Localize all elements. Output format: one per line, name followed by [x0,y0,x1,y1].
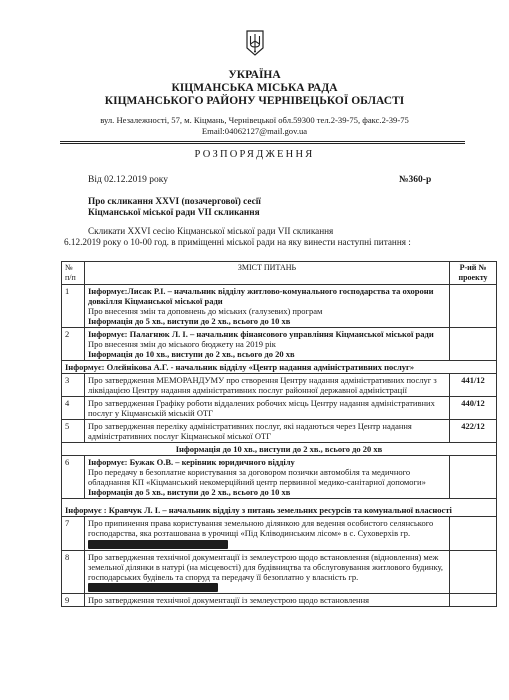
row-project: 440/12 [450,397,497,420]
row-num: 6 [62,456,85,499]
time-row [62,443,497,456]
row-content [85,517,450,551]
row-project [450,285,497,328]
row-num: 5 [62,420,85,443]
row-num: 3 [62,374,85,397]
table-row [62,456,497,499]
header-num: № п/п [62,262,85,285]
row-text: Про припинення права користування земельною ділянкою для ведення особистого селянського господарства, яка розташована в урочищі «Під Кліводинським лісом» в с. Суховерхів гр. [88,518,434,538]
intro-line-1: Скликати XXVI сесію Кіцманської міської ради VII скликання [88,226,334,236]
table-row [62,328,497,361]
row-content [85,285,450,328]
row-project: 422/12 [450,420,497,443]
row-project: 441/12 [450,374,497,397]
row-project [450,517,497,551]
row-text: Про внесення змін та доповнень до міських (галузевих) програм [88,306,323,316]
section-speaker: Інформує: Олєйнікова А.Г. - начальник відділу «Центр надання адміністративних послуг» [62,361,497,374]
row-text: Про передачу в безоплатне користування за договором позички автомобіля та медичного обладнання КП «Кіцманський некомерційний центр первинної медико-санітарної допомоги» [88,467,426,487]
row-num: 7 [62,517,85,551]
row-num: 8 [62,550,85,594]
row-num: 2 [62,328,85,361]
table-row [62,517,497,551]
agenda-table [61,261,497,607]
row-speaker: Інформує:Лисак Р.І. – начальник відділу житлово-комунального господарства та охорони довкілля Кіцманської міської ради [88,286,434,306]
row-project [450,328,497,361]
table-row [62,285,497,328]
row-project [450,594,497,607]
row-speaker: Інформує: Палагнюк Л. І. – начальник фінансового управління Кіцманської міської ради [88,329,434,339]
document-type-title: РОЗПОРЯДЖЕННЯ [194,149,315,160]
table-row [62,397,497,420]
trident-coat-of-arms-icon [246,30,264,56]
header-divider [60,141,465,142]
row-time: Інформація до 5 хв., виступи до 2 хв., всього до 10 хв [88,487,291,497]
row-text: Про затвердження технічної документації із землеустрою щодо встановлення [85,594,450,607]
intro-paragraph [64,226,484,248]
table-row [62,550,497,594]
row-num: 4 [62,397,85,420]
table-row [62,594,497,607]
table-row [62,420,497,443]
header-project: Р-ий № проекту [450,262,497,285]
document-date: Від 02.12.2019 року [88,175,169,185]
section-row [62,361,497,374]
row-text: Про затвердження Графіку роботи віддалених робочих місць Центру надання адміністративних послуг у Кіцманській міській ОТГ [85,397,450,420]
row-text: Про затвердження технічної документації із землеустрою щодо встановлення (відновлення) меж земельної ділянки в натурі (на місцевості) для будівництва та обслуговування житлового будинку, господарських будівель та споруд та передачу її безоплатно у власність гр. [88,551,444,582]
table-header-row [62,262,497,285]
section-time: Інформація до 10 хв., виступи до 2 хв., всього до 20 хв [62,443,497,456]
row-project [450,456,497,499]
header-content: ЗМІСТ ПИТАНЬ [85,262,450,285]
redacted-name [88,540,228,549]
subject-line-2: Кіцманської міської ради VII скликання [88,208,260,218]
row-content [85,328,450,361]
country-name: УКРАЇНА [228,69,281,81]
row-text: Про затвердження МЕМОРАНДУМУ про створення Центру надання адміністративних послуг з ліквідацією Центру надання адміністративних послуг районної державної адміністрації [85,374,450,397]
row-time: Інформація до 10 хв., виступи до 2 хв., всього до 20 хв [88,349,295,359]
row-content [85,550,450,594]
section-speaker: Інформує : Кравчук Л. І. – начальник відділу з питань земельних ресурсів та комунальної власності [62,499,497,517]
row-project [450,550,497,594]
row-time: Інформація до 5 хв., виступи до 2 хв., всього до 10 хв [88,316,291,326]
document-number: №360-р [399,175,432,185]
table-row [62,374,497,397]
council-name: КІЦМАНСЬКА МІСЬКА РАДА [171,82,338,94]
intro-line-2: 6.12.2019 року о 10-00 год. в приміщенні міської ради на яку винести наступні питання : [64,237,411,247]
header-divider-thin [60,143,465,144]
row-content [85,456,450,499]
row-num: 1 [62,285,85,328]
address-line: вул. Незалежності, 57, м. Кіцмань, Чернівецької обл.59300 тел.2-39-75, факс.2-39-75 [100,115,409,125]
row-speaker: Інформує: Бужак О.В. – керівник юридичного відділу [88,457,295,467]
redacted-name [88,583,218,592]
email-line: Email:04062127@mail.gov.ua [201,126,308,136]
row-num: 9 [62,594,85,607]
row-text: Про затвердження переліку адміністративних послуг, які надаються через Центр надання адміністративних послуг Кіцманської міської ОТГ [85,420,450,443]
row-text: Про внесення змін до міського бюджету на 2019 рік [88,339,276,349]
subject-line-1: Про скликання XXVI (позачергової) сесії [88,197,261,207]
section-row [62,499,497,517]
region-name: КІЦМАНСЬКОГО РАЙОНУ ЧЕРНІВЕЦЬКОЇ ОБЛАСТІ [104,95,405,107]
